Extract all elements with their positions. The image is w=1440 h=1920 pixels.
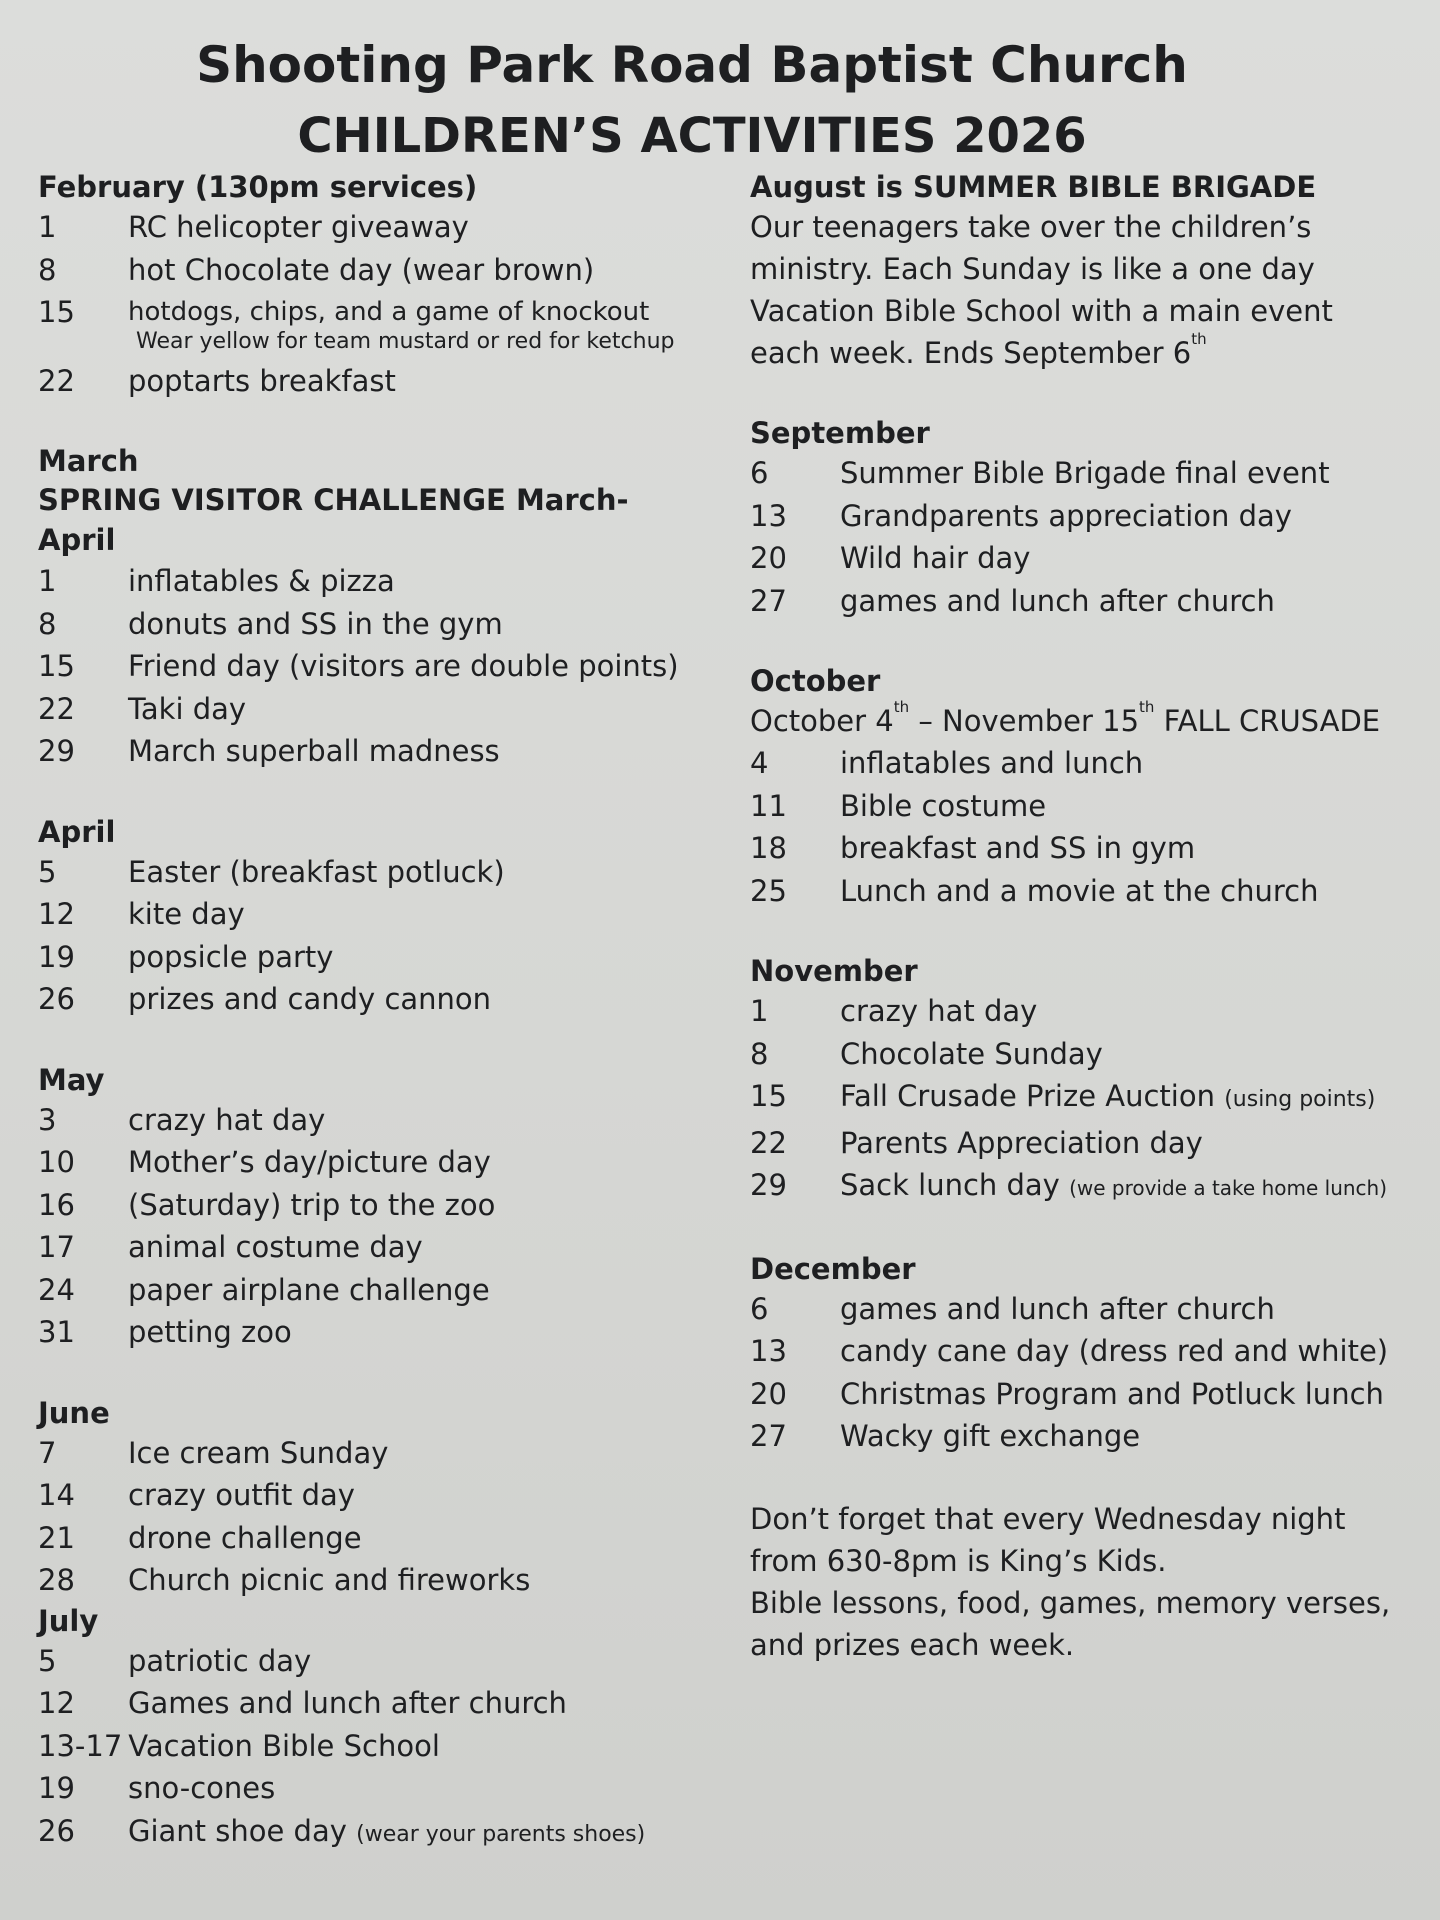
- event-day: 8: [750, 1036, 769, 1071]
- event-text: Parents Appreciation day: [840, 1125, 1203, 1160]
- june-section: [38, 1394, 698, 1602]
- footer-line: and prizes each week.: [750, 1627, 1075, 1662]
- ordinal-suffix: th: [1191, 330, 1207, 348]
- event-text: Bible costume: [840, 788, 1047, 823]
- event-day: 18: [750, 831, 787, 865]
- event-text: paper airplane challenge: [128, 1272, 490, 1307]
- list-item: [38, 1725, 698, 1768]
- event-day: 5: [38, 1643, 57, 1678]
- october-section: [750, 662, 1400, 912]
- event-note: (we provide a take home lunch): [1069, 1176, 1388, 1200]
- event-day: 8: [38, 252, 57, 287]
- event-day: 1: [750, 994, 769, 1028]
- list-item: [38, 1269, 698, 1312]
- february-section: [38, 168, 698, 402]
- event-day: 11: [750, 788, 787, 823]
- event-text: Mother’s day/picture day: [128, 1145, 491, 1179]
- page-title: CHILDREN’S ACTIVITIES 2026: [297, 108, 1087, 164]
- list-item: [750, 1122, 1400, 1165]
- event-text: patriotic day: [128, 1643, 312, 1678]
- event-text: Sack lunch day: [840, 1168, 1060, 1202]
- event-text: Christmas Program and Potluck lunch: [840, 1376, 1384, 1411]
- list-item: [38, 1226, 698, 1269]
- month-heading-december: December: [750, 1251, 916, 1286]
- event-day: 7: [38, 1435, 57, 1470]
- event-day: 19: [38, 939, 75, 974]
- list-item: [38, 1311, 698, 1354]
- list-item: [38, 1432, 698, 1475]
- list-item: [38, 360, 698, 403]
- event-day: 13: [750, 1334, 787, 1368]
- list-item: [38, 1517, 698, 1560]
- event-day: 5: [38, 854, 57, 889]
- event-text: Wacky gift exchange: [840, 1419, 1141, 1453]
- event-text: Grandparents appreciation day: [840, 498, 1292, 533]
- event-day: 22: [38, 691, 75, 726]
- december-section: [750, 1250, 1400, 1458]
- list-item: [750, 742, 1400, 785]
- list-item: [38, 560, 698, 603]
- list-item: [38, 936, 698, 979]
- event-day: 3: [38, 1102, 57, 1137]
- list-item: [750, 580, 1400, 623]
- event-text: Ice cream Sunday: [128, 1435, 389, 1470]
- event-text: hotdogs, chips, and a game of knockout: [128, 297, 650, 327]
- event-text: Easter (breakfast potluck): [128, 854, 505, 889]
- event-day: 15: [750, 1079, 787, 1113]
- event-text: kite day: [128, 897, 245, 931]
- event-day: 25: [750, 873, 787, 908]
- footer-line: Bible lessons, food, games, memory verses,: [750, 1585, 1391, 1620]
- event-day: 27: [750, 583, 787, 618]
- event-day: 31: [38, 1315, 75, 1349]
- footer-line: from 630-8pm is King’s Kids.: [750, 1543, 1167, 1578]
- right-column: [750, 168, 1400, 1666]
- event-day: 15: [38, 649, 75, 683]
- event-day: 8: [38, 606, 57, 641]
- event-text: Summer Bible Brigade final event: [840, 456, 1330, 490]
- list-item: [750, 1415, 1400, 1458]
- event-day: 29: [750, 1168, 787, 1202]
- event-text: candy cane day (dress red and white): [840, 1334, 1389, 1368]
- event-day: 1: [38, 564, 57, 598]
- spring-challenge-heading: SPRING VISITOR CHALLENGE March-April: [38, 483, 629, 557]
- list-item: [38, 1474, 698, 1517]
- church-name: Shooting Park Road Baptist Church: [196, 36, 1188, 94]
- footer-line: Don’t forget that every Wednesday night: [750, 1501, 1346, 1536]
- event-text: breakfast and SS in gym: [840, 831, 1196, 865]
- month-heading-july: July: [38, 1603, 99, 1638]
- event-day: 14: [38, 1478, 75, 1512]
- event-day: 19: [38, 1771, 75, 1805]
- event-day: 27: [750, 1419, 787, 1453]
- event-day: 26: [38, 982, 75, 1016]
- month-heading-march: March: [38, 444, 139, 478]
- list-item: [750, 1330, 1400, 1373]
- event-day: 26: [38, 1813, 75, 1848]
- month-heading-november: November: [750, 954, 918, 988]
- event-text: inflatables and lunch: [840, 746, 1144, 780]
- july-section: [38, 1602, 698, 1857]
- list-item: [750, 1164, 1400, 1210]
- september-section: [750, 414, 1400, 622]
- event-text: inflatables & pizza: [128, 564, 395, 598]
- event-text: Church picnic and fireworks: [128, 1563, 531, 1597]
- event-text: Chocolate Sunday: [840, 1036, 1103, 1071]
- event-text: (Saturday) trip to the zoo: [128, 1187, 496, 1222]
- kings-kids-note: [750, 1498, 1400, 1666]
- event-text: drone challenge: [128, 1520, 362, 1555]
- event-day: 12: [38, 1686, 75, 1720]
- event-day: 17: [38, 1230, 75, 1264]
- list-item: [38, 645, 698, 688]
- left-column: [38, 168, 698, 1856]
- list-item: [750, 452, 1400, 495]
- list-item: [38, 206, 698, 249]
- list-item: [750, 785, 1400, 828]
- event-day: 4: [750, 746, 769, 780]
- month-heading-august: August is SUMMER BIBLE BRIGADE: [750, 170, 1317, 204]
- list-item: [38, 978, 698, 1021]
- april-section: [38, 813, 698, 1021]
- list-item: [750, 990, 1400, 1033]
- event-text: Lunch and a movie at the church: [840, 873, 1319, 908]
- event-day: 13-17: [38, 1728, 123, 1763]
- list-item: [38, 893, 698, 936]
- list-item: [750, 1373, 1400, 1416]
- list-item: [750, 495, 1400, 538]
- event-text: Friend day (visitors are double points): [128, 649, 679, 683]
- event-text: RC helicopter giveaway: [128, 210, 469, 244]
- november-section: [750, 952, 1400, 1210]
- event-text: crazy hat day: [840, 994, 1038, 1028]
- event-day: 16: [38, 1187, 75, 1222]
- event-text: Taki day: [128, 691, 247, 726]
- fall-crusade-line: [750, 700, 1400, 742]
- list-item: [38, 688, 698, 731]
- august-line: Vacation Bible School with a main event: [750, 294, 1333, 328]
- event-day: 12: [38, 897, 75, 931]
- event-day: 1: [38, 210, 57, 244]
- event-day: 15: [38, 295, 75, 329]
- event-text: animal costume day: [128, 1230, 423, 1264]
- event-text: Giant shoe day: [128, 1813, 347, 1848]
- event-day: 20: [750, 541, 787, 575]
- event-text: popsicle party: [128, 939, 334, 974]
- month-heading-september: September: [750, 416, 930, 450]
- list-item: [750, 870, 1400, 913]
- event-text: donuts and SS in the gym: [128, 606, 503, 641]
- march-section: [38, 442, 698, 773]
- may-section: [38, 1061, 698, 1354]
- event-note: (using points): [1224, 1087, 1376, 1112]
- ordinal-suffix: th: [1139, 698, 1155, 716]
- event-day: 22: [38, 363, 75, 398]
- list-item: [38, 603, 698, 646]
- list-item: [750, 1288, 1400, 1331]
- month-heading-april: April: [38, 814, 116, 849]
- event-note: (wear your parents shoes): [356, 1821, 646, 1847]
- event-day: 6: [750, 456, 769, 490]
- list-item: [38, 1640, 698, 1683]
- event-text: hot Chocolate day (wear brown): [128, 252, 595, 287]
- list-item: [750, 537, 1400, 580]
- event-text: Wild hair day: [840, 541, 1031, 575]
- event-text: crazy outfit day: [128, 1478, 355, 1512]
- event-text: petting zoo: [128, 1315, 292, 1349]
- event-day: 28: [38, 1563, 75, 1597]
- list-item: [38, 730, 698, 773]
- ordinal-suffix: th: [893, 698, 910, 716]
- list-item: [750, 827, 1400, 870]
- event-day: 29: [38, 734, 75, 768]
- event-text: Vacation Bible School: [128, 1728, 440, 1763]
- event-text: games and lunch after church: [840, 1291, 1275, 1326]
- event-text: crazy hat day: [128, 1102, 326, 1137]
- event-day: 21: [38, 1520, 75, 1555]
- list-item: [750, 1033, 1400, 1076]
- list-item: [38, 249, 698, 292]
- event-day: 6: [750, 1291, 769, 1326]
- month-heading-may: May: [38, 1062, 105, 1097]
- list-item: [38, 1559, 698, 1602]
- august-line: ministry. Each Sunday is like a one day: [750, 252, 1315, 286]
- list-item: [38, 1767, 698, 1810]
- august-section: [750, 168, 1400, 374]
- list-item: [750, 1075, 1400, 1122]
- month-heading-february: February (130pm services): [38, 170, 478, 204]
- event-text: sno-cones: [128, 1771, 276, 1805]
- list-item: [38, 1810, 698, 1857]
- event-text: Games and lunch after church: [128, 1686, 567, 1720]
- list-item: [38, 851, 698, 894]
- event-note: Wear yellow for team mustard or red for ketchup: [136, 328, 675, 354]
- crusade-start: October 4: [750, 704, 894, 738]
- august-last-line: each week. Ends September 6: [750, 336, 1192, 370]
- event-text: March superball madness: [128, 734, 500, 768]
- crusade-label: FALL CRUSADE: [1154, 704, 1381, 738]
- list-item: [38, 1099, 698, 1142]
- event-text: prizes and candy cannon: [128, 982, 492, 1016]
- august-line: [750, 332, 1400, 374]
- month-heading-october: October: [750, 664, 881, 698]
- event-text: poptarts breakfast: [128, 363, 396, 398]
- month-heading-june: June: [38, 1395, 110, 1430]
- event-day: 13: [750, 498, 787, 533]
- event-day: 24: [38, 1272, 75, 1307]
- crusade-end: – November 15: [909, 704, 1140, 738]
- list-item: [38, 1141, 698, 1184]
- event-day: 22: [750, 1125, 787, 1160]
- list-item: [38, 1184, 698, 1227]
- august-line: Our teenagers take over the children’s: [750, 210, 1312, 244]
- event-text: Fall Crusade Prize Auction: [840, 1079, 1215, 1113]
- event-day: 10: [38, 1145, 75, 1179]
- event-text: games and lunch after church: [840, 583, 1275, 618]
- list-item: [38, 1682, 698, 1725]
- event-day: 20: [750, 1376, 787, 1411]
